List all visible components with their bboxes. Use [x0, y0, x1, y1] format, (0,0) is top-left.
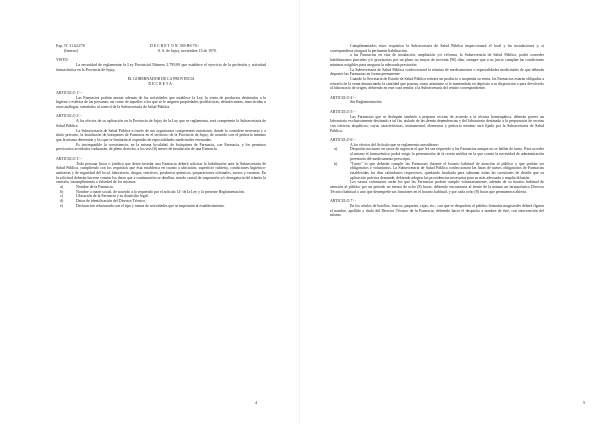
article-3-text: Toda persona física o jurídica que desee instalar una Farmacia deberá solicitar la habilitación ante la Subsecretaría de Salud Pública, cumpliendo con los requisitos que ésta establezca en cuanto a ubicación, superficie cubierta, condiciones higiénico-sanitarias y de seguridad del local, laboratorio, drogas, reactivos, productos químicos, preparaciones oficinales, sueros y vacunas. En la solicitud deberán hacerse constar los datos que a continuación se detallan, siendo causal de suspensión y/o denegatoria del trámite la omisión, incumplimiento o falsedad de los mismos: — [56, 161, 266, 185]
article-7-text: En los rótulos de botellas, frascos, paquetes, cajas, etc., con que se despachen al público fórmulas magistrales deberá figurar el nombre, apellido y título del Director Técnico de la Farmacia; debiendo hacer el despacho a nombre de éste, con intervención del mismo. — [330, 203, 544, 218]
visto-text: La necesidad de reglamentar la Ley Provincial Número 2.795/69 que establece el ejercicio de la profesión y actividad farmacéutica en la Provincia de Jujuy, — [56, 62, 266, 72]
article-2-paragraph: Es incompatible la coexistencia, en la misma localidad, de botiquines de Farmacia, con Farmacia, y los permisos provisorios acordados caducarán, de pleno derecho, a los seis (6) meses de instalación de una Farmacia. — [56, 142, 266, 152]
article-5-heading: ARTICULO 5º.- — [330, 109, 356, 114]
article-2-paragraph: A los efectos de su aplicación en la Provincia de Jujuy de la Ley que se reglamenta, será competente la Subsecretaría de Salud Pública. — [56, 119, 266, 128]
list-text: Datos de identificación del Director Técnico. — [76, 199, 147, 204]
article-6-heading: ARTICULO 6º.- — [330, 138, 356, 143]
list-item — [56, 204, 266, 209]
article-5-text: Las Farmacias que se dediquen también a preparar recetas de acuerdo a la técnica homeopática, deberán poseer un laboratorio exclusivamente destinado a tal fin, aislado de las demás dependencias y del laboratorio destinado a la preparación de recetas con criterios alopáticos; cuyas características, instrumental, elementos y petitorio mínimo será fijado por la Subsecretaría de Salud Pública. — [330, 114, 544, 133]
paragraph: a las Farmacias en vías de instalación, ampliación y/o reforma, la Subsecretaría de Salud Pública, podrá conceder habilitaciones parciales y/o provisorias por un plazo no mayor de noventa (90) días, siempre que a su juicio cumplan las condiciones mínimas exigibles para asegurar la adecuada prestación. — [330, 53, 544, 67]
paragraph: La Subsecretaría de Salud Pública confeccionará la nómina de medicamentos o especialidades medicinales de que deberán disponer las Farmacias en forma permanente. — [330, 67, 544, 77]
internal-note: (Interno) — [64, 48, 78, 53]
article-7-heading: ARTICULO 7º.- — [330, 199, 356, 204]
decree-header-row2 — [56, 49, 266, 54]
list-marker: c) — [60, 194, 64, 199]
right-page — [300, 0, 600, 424]
article-1-text: Las Farmacias podrán anexar además de las actividades que establece la Ley, la venta de productos destinados a la higiene o estética de las personas; así como de aquellos a los que se le asignen propiedades profilácticas, desinfectantes, insecticidas u otras análogas, sometidos al control de la Subsecretaría de Salud Pública. — [56, 95, 266, 110]
list-marker: a) — [334, 147, 338, 152]
right-text-column — [330, 44, 544, 218]
article-1-heading: ARTICULO 1º.- — [56, 90, 82, 95]
article-4-text: Sin Reglamentación. — [350, 100, 383, 105]
article-2-paragraph: La Subsecretaría de Salud Pública a través de sus organismos competentes autorizará, donde lo considere necesario y a título precario, la instalación de botiquines de Farmacia en el territorio de la Provincia de Jujuy, de acuerdo con el petitorio mínimo que la misma determine y los que se limitarán al expendio de especialidades medicinales envasadas. — [56, 128, 266, 142]
list-text: Nombre de la Farmacia. — [76, 185, 114, 190]
decree-date: S. S. de Jujuy, noviembre 13 de 1970. — [158, 48, 217, 53]
article-3-heading: ARTICULO 3º.- — [56, 156, 82, 161]
list-marker: d) — [60, 199, 64, 204]
article-6-intro: A los efectos del Artículo que se reglamenta considérase: — [350, 142, 439, 147]
paragraph: Cumplimentados estos requisitos la Subsecretaría de Salud Pública inspeccionará el local y las instalaciones y, si correspondiera otorgará la pertinente habilitación. — [330, 44, 544, 53]
list-text: Ubicación de la Farmacia y su domicilio legal. — [76, 194, 149, 199]
list-text: Nombre o razón social, de acuerdo a lo requerido por el artículo 14º de la Ley y la presente Reglamentación. — [76, 189, 245, 194]
page-number: 5 — [583, 400, 586, 405]
visto-heading: VISTO: — [56, 58, 69, 63]
decreta-line: D E C R E T A : — [148, 81, 174, 86]
list-item — [330, 162, 544, 181]
paragraph: Cuando la Secretaría de Estado de Salud Pública retirara un producto o suspenda su venta, las Farmacias estarán obligadas a retirarlo de la venta denunciando la cantidad que posean, como asimismo si lo mantendrán en depósito a su disposición o para devolverlo al laboratorio de origen, debiendo en este caso remitir a la Subsecretaría del remito correspondiente. — [330, 76, 544, 91]
left-text-column — [56, 44, 266, 209]
governor-line: EL GOBERNADOR DE LA PROVINCIA — [127, 76, 195, 81]
page-number: 4 — [255, 400, 258, 405]
decree-number: D E C R E T O Nº 339-BS-70.- — [150, 44, 199, 48]
list-marker: a) — [60, 185, 64, 190]
list-marker: b) — [60, 189, 64, 194]
paragraph: Los turnos voluntarios serán los que las Farmacias podrán cumplir voluntariamente, además de su horario habitual de atención al público por un período no menor de ocho (8) horas, debiendo encontrarse al frente de la misma un farmacéutico Director Técnico habitual o uno que desempeñe sus funciones en el horario habitual, y por cada ocho (8) horas que permanezca abierta. — [330, 180, 544, 194]
article-2-heading: ARTICULO 2º.- — [56, 114, 82, 119]
expediente-number: Exp. Nº 31.622/70 — [56, 44, 85, 48]
list-item — [330, 147, 544, 161]
list-marker: e) — [60, 203, 64, 208]
list-text: Declaración relacionada con el tipo y ramas de actividades que se imprimirá al establecimiento. — [76, 203, 225, 208]
list-text: "Turno" lo que deberán cumplir las Farmacias durante el horario habitual de atención al público y que podrán ser obligatorios o voluntarios. La Subsecretaría de Salud Pública confeccionará las listas de turnos obligatorios de Farmacias establecidas los días calendarios respectivos, quedando facultada para subsanar todas las cuestiones de detalle que su aplicación práctica demande, debiendo adoptar las providencias necesarias para su más adecuada y amplia difusión. — [350, 161, 544, 180]
list-marker: b) — [334, 161, 338, 166]
article-4-heading: ARTICULO 4º.- — [330, 95, 356, 100]
list-text: Despacho nocturno en casos de urgencia el que les sea requerido a las Farmacias aunque no se hallen de turno. Para acceder al mismo el farmacéutico podrá exigir la presentación de la receta médica en la que conste la necesidad de administración perentoria del medicamento prescripto. — [350, 147, 544, 161]
